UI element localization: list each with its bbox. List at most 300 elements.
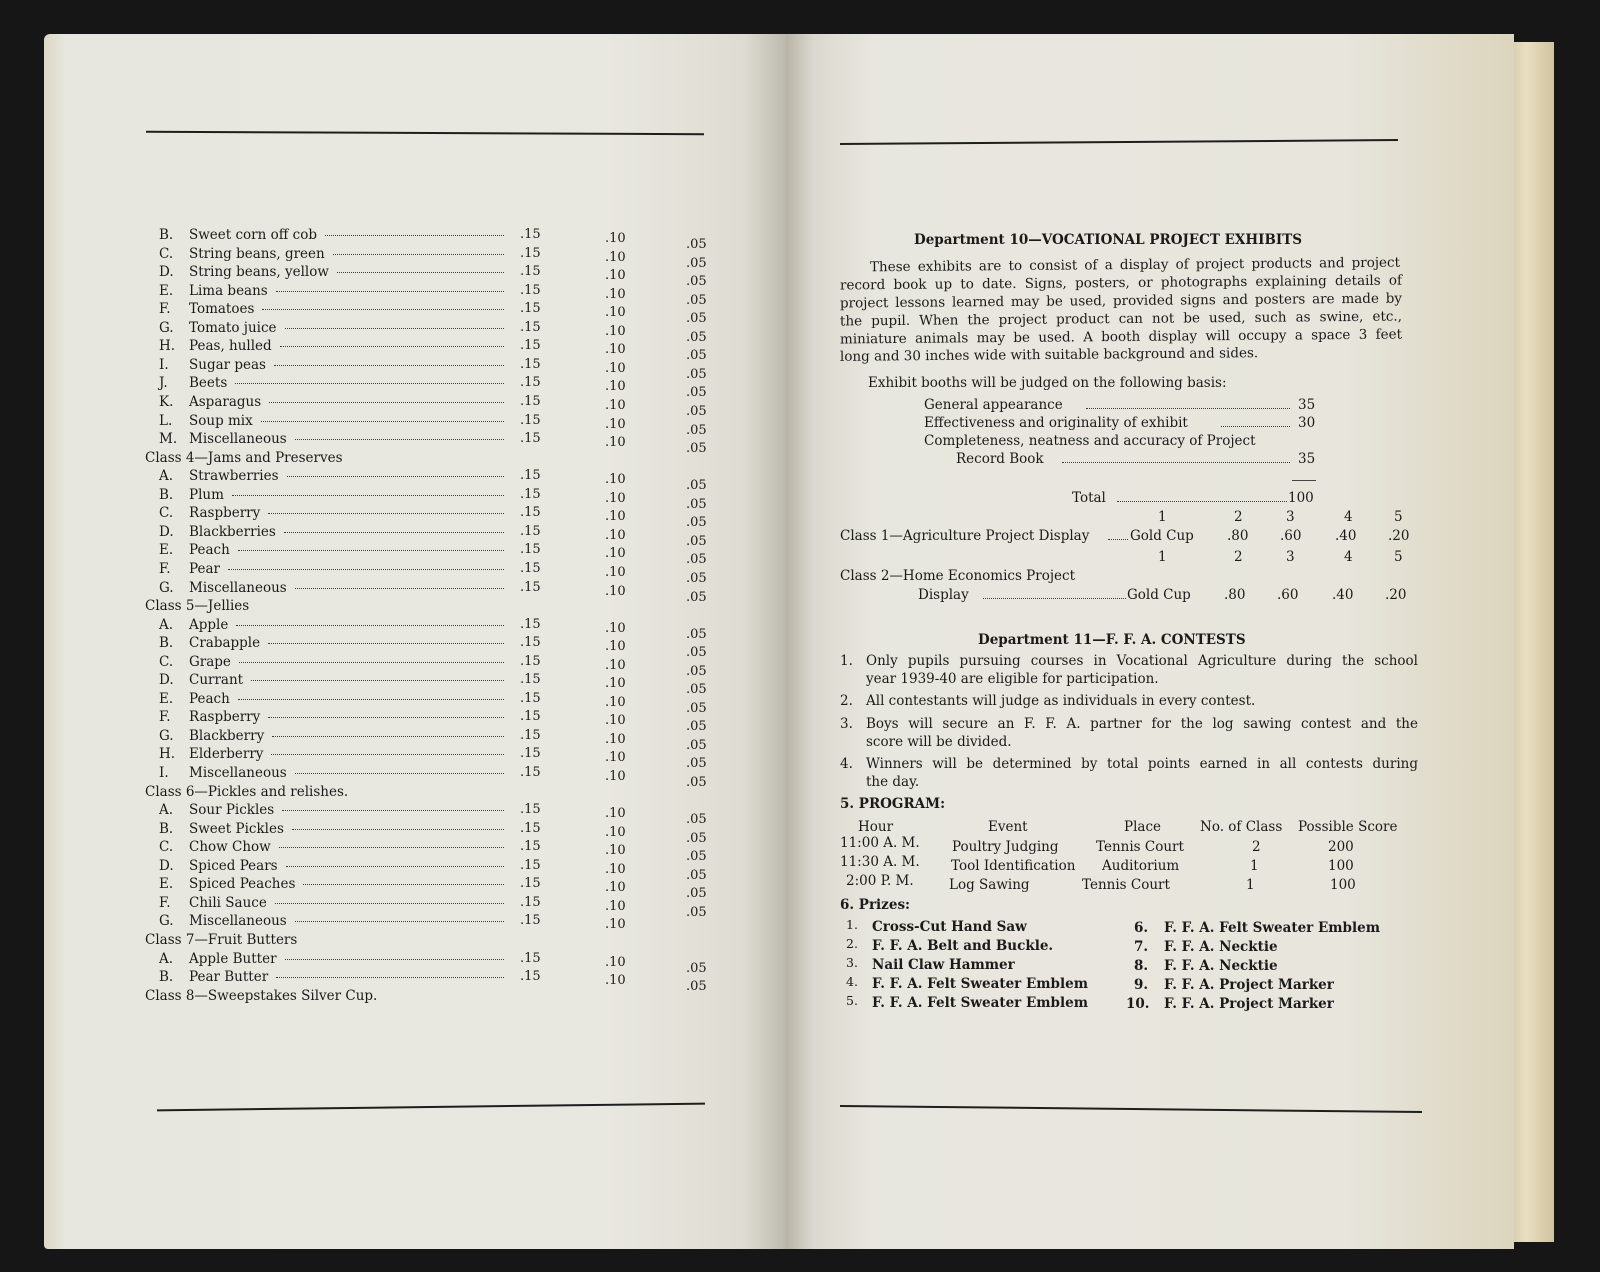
item-label bbox=[159, 504, 260, 522]
second-prize: .10 bbox=[605, 750, 626, 766]
class1-prize: .20 bbox=[1388, 528, 1410, 544]
list-item bbox=[44, 263, 786, 290]
list-item bbox=[44, 616, 786, 642]
item-letter: D. bbox=[159, 672, 174, 689]
list-item bbox=[44, 486, 786, 512]
prize-name: F. F. A. Necktie bbox=[1164, 939, 1278, 955]
first-prize: .15 bbox=[520, 727, 541, 743]
dot-leader bbox=[261, 421, 504, 422]
rule-text: score will be divided. bbox=[866, 734, 1012, 750]
second-prize: .10 bbox=[605, 824, 626, 840]
dot-leader bbox=[274, 365, 504, 366]
second-prize: .10 bbox=[605, 806, 626, 822]
third-prize: .05 bbox=[686, 886, 707, 902]
third-prize: .05 bbox=[686, 311, 707, 327]
rule-text: Boys will secure an F. F. A. partner for the log sawing contest and the bbox=[866, 716, 1418, 732]
first-prize: .15 bbox=[520, 857, 541, 873]
total-underline bbox=[1292, 480, 1316, 481]
page-stack-edge bbox=[1514, 42, 1554, 1242]
place-header: 5 bbox=[1394, 509, 1403, 525]
dot-leader bbox=[286, 866, 504, 867]
class-name: Class 4—Jams and Preserves bbox=[145, 449, 343, 466]
first-prize: .15 bbox=[520, 338, 541, 354]
item-letter: E. bbox=[159, 690, 174, 707]
prize-number: 5. bbox=[846, 993, 858, 1008]
first-prize: .15 bbox=[520, 950, 541, 966]
second-prize: .10 bbox=[605, 713, 626, 729]
first-prize: .15 bbox=[520, 839, 541, 855]
item-label bbox=[159, 634, 260, 652]
item-name: String beans, yellow bbox=[189, 264, 329, 281]
prize-number: 7. bbox=[1134, 939, 1149, 955]
dot-leader bbox=[235, 383, 504, 384]
first-prize: .15 bbox=[520, 894, 541, 910]
prize-number: 3. bbox=[846, 955, 858, 970]
item-name: Raspberry bbox=[189, 505, 261, 522]
basis-points: 35 bbox=[1298, 397, 1316, 413]
second-prize: .10 bbox=[605, 360, 626, 376]
third-prize: .05 bbox=[686, 496, 707, 512]
total-value: 100 bbox=[1288, 490, 1314, 506]
place-header: 4 bbox=[1344, 509, 1353, 525]
first-prize: .15 bbox=[520, 542, 541, 558]
bottom-rule bbox=[840, 1105, 1422, 1113]
list-item bbox=[44, 875, 786, 902]
item-label bbox=[159, 430, 287, 448]
second-prize: .10 bbox=[605, 472, 626, 488]
item-name: Sweet corn off cob bbox=[189, 227, 317, 243]
second-prize: .10 bbox=[605, 435, 626, 451]
third-prize: .05 bbox=[686, 292, 707, 308]
item-label bbox=[159, 708, 260, 726]
dot-leader bbox=[268, 513, 504, 514]
class2-prize: .40 bbox=[1332, 587, 1354, 603]
item-name: Raspberry bbox=[189, 709, 261, 726]
item-name: Apple Butter bbox=[189, 950, 277, 967]
list-item bbox=[44, 374, 786, 401]
item-letter: D. bbox=[159, 523, 174, 540]
prizes-label: 6. Prizes: bbox=[840, 897, 911, 913]
list-item bbox=[44, 838, 786, 865]
description-line: miniature animals may be used. A booth display will occupy a space 3 feet bbox=[839, 326, 1403, 348]
dot-leader bbox=[284, 532, 504, 533]
basis-points: 30 bbox=[1298, 415, 1316, 431]
second-prize: .10 bbox=[605, 305, 626, 321]
list-item bbox=[44, 412, 786, 438]
third-prize: .05 bbox=[686, 441, 707, 457]
third-prize: .05 bbox=[686, 626, 707, 642]
item-name: Miscellaneous bbox=[189, 431, 287, 448]
third-prize: .05 bbox=[686, 960, 707, 976]
item-letter: C. bbox=[159, 245, 174, 262]
item-name: Soup mix bbox=[189, 412, 253, 429]
description-line: long and 30 inches wide with suitable background and sides. bbox=[839, 345, 1259, 365]
third-prize: .05 bbox=[686, 830, 707, 846]
dot-leader bbox=[1086, 408, 1290, 409]
first-prize: .15 bbox=[520, 431, 541, 447]
basis-label: Record Book bbox=[956, 451, 1044, 467]
top-rule bbox=[840, 139, 1398, 145]
prize-number: 10. bbox=[1126, 996, 1150, 1012]
item-label bbox=[159, 820, 284, 838]
program-place: Tennis Court bbox=[1082, 877, 1170, 893]
list-item bbox=[44, 745, 786, 772]
first-prize: .15 bbox=[520, 412, 541, 428]
third-prize: .05 bbox=[686, 645, 707, 661]
dot-leader bbox=[325, 235, 504, 236]
first-prize: .15 bbox=[520, 616, 541, 632]
item-label bbox=[159, 374, 227, 392]
second-prize: .10 bbox=[605, 861, 626, 877]
dot-leader bbox=[251, 680, 504, 681]
item-name: Blackberries bbox=[189, 523, 276, 540]
second-prize: .10 bbox=[605, 546, 626, 562]
item-name: Chili Sauce bbox=[189, 894, 267, 911]
prize-number: 9. bbox=[1134, 977, 1149, 993]
item-label bbox=[159, 727, 264, 745]
class-name: Class 5—Jellies bbox=[145, 598, 250, 614]
class1-label: Class 1—Agriculture Project Display bbox=[840, 528, 1090, 544]
item-letter: G. bbox=[159, 319, 174, 336]
program-num-class: 1 bbox=[1250, 858, 1259, 874]
dot-leader bbox=[285, 328, 504, 329]
list-item bbox=[44, 894, 786, 920]
dept10-title: Department 10—VOCATIONAL PROJECT EXHIBITS bbox=[914, 232, 1302, 248]
description-line: the pupil. When the project product can not be used, such as swine, etc., bbox=[839, 308, 1403, 330]
item-label bbox=[159, 523, 276, 541]
class1-prize: Gold Cup bbox=[1130, 528, 1194, 544]
list-item bbox=[44, 912, 786, 933]
prize-number: 8. bbox=[1134, 958, 1149, 974]
dot-leader bbox=[268, 643, 504, 644]
first-prize: .15 bbox=[520, 709, 541, 725]
item-name: Sugar peas bbox=[189, 356, 266, 373]
class2-label: Display bbox=[918, 587, 969, 603]
program-header-score: Possible Score bbox=[1298, 819, 1398, 835]
list-item bbox=[44, 690, 786, 716]
item-label bbox=[159, 912, 287, 930]
item-letter: C. bbox=[159, 653, 174, 670]
first-prize: .15 bbox=[520, 282, 541, 298]
total-label: Total bbox=[1072, 490, 1106, 506]
item-label bbox=[159, 282, 268, 300]
list-item bbox=[44, 708, 786, 735]
class-heading bbox=[44, 597, 786, 615]
dot-leader bbox=[295, 773, 504, 774]
program-header-place: Place bbox=[1124, 819, 1161, 835]
program-score: 200 bbox=[1328, 839, 1354, 855]
item-label bbox=[159, 745, 263, 763]
prize-number: 1. bbox=[846, 917, 858, 932]
third-prize: .05 bbox=[686, 385, 707, 401]
second-prize: .10 bbox=[605, 416, 626, 432]
item-label bbox=[159, 319, 277, 337]
item-label bbox=[159, 337, 272, 355]
program-score: 100 bbox=[1328, 858, 1354, 874]
list-item bbox=[44, 504, 786, 531]
item-label bbox=[159, 838, 271, 856]
class2-prize: .60 bbox=[1277, 587, 1299, 603]
item-label bbox=[159, 467, 279, 485]
first-prize: .15 bbox=[520, 245, 541, 261]
basis-intro: Exhibit booths will be judged on the following basis: bbox=[868, 375, 1227, 391]
first-prize: .15 bbox=[520, 579, 541, 595]
list-item bbox=[44, 356, 786, 382]
second-prize: .10 bbox=[605, 620, 626, 636]
item-label bbox=[159, 356, 266, 374]
place-header: 1 bbox=[1158, 509, 1167, 525]
item-name: Peas, hulled bbox=[189, 338, 272, 355]
prize-name: F. F. A. Necktie bbox=[1164, 958, 1278, 974]
third-prize: .05 bbox=[686, 570, 707, 586]
prize-name: F. F. A. Felt Sweater Emblem bbox=[872, 995, 1088, 1011]
place-header: 3 bbox=[1286, 509, 1295, 525]
item-name: Miscellaneous bbox=[189, 765, 287, 781]
third-prize: .05 bbox=[686, 904, 707, 920]
item-name: Strawberries bbox=[189, 468, 279, 485]
second-prize: .10 bbox=[605, 286, 626, 302]
list-item bbox=[44, 727, 786, 753]
second-prize: .10 bbox=[605, 231, 626, 246]
first-prize: .15 bbox=[520, 969, 541, 984]
place-header: 2 bbox=[1234, 549, 1243, 565]
third-prize: .05 bbox=[686, 274, 707, 290]
first-prize: .15 bbox=[520, 690, 541, 706]
program-num-class: 2 bbox=[1252, 839, 1261, 855]
top-rule bbox=[146, 131, 704, 135]
place-header: 5 bbox=[1394, 549, 1403, 565]
item-label bbox=[159, 764, 287, 782]
item-letter: A. bbox=[159, 802, 174, 819]
item-letter: E. bbox=[159, 876, 174, 893]
third-prize: .05 bbox=[686, 849, 707, 865]
first-prize: .15 bbox=[520, 820, 541, 836]
item-letter: A. bbox=[159, 616, 174, 633]
list-item bbox=[44, 857, 786, 883]
dot-leader bbox=[276, 291, 504, 292]
second-prize: .10 bbox=[605, 323, 626, 339]
dot-leader bbox=[292, 829, 504, 830]
third-prize: .05 bbox=[686, 404, 707, 419]
dot-leader bbox=[280, 346, 504, 347]
item-letter: K. bbox=[159, 394, 174, 410]
rule-text: the day. bbox=[866, 774, 920, 790]
item-label bbox=[159, 486, 224, 504]
item-letter: E. bbox=[159, 542, 174, 559]
second-prize: .10 bbox=[605, 379, 626, 395]
item-letter: F. bbox=[159, 894, 171, 911]
item-label bbox=[159, 226, 317, 244]
second-prize: .10 bbox=[605, 398, 626, 413]
dot-leader bbox=[287, 476, 504, 477]
class2-prize: Gold Cup bbox=[1127, 587, 1191, 603]
second-prize: .10 bbox=[605, 843, 626, 859]
rule-text: All contestants will judge as individuals in every contest. bbox=[866, 693, 1256, 709]
first-prize: .15 bbox=[520, 765, 541, 780]
third-prize: .05 bbox=[686, 663, 707, 679]
list-item bbox=[44, 820, 786, 846]
third-prize: .05 bbox=[686, 812, 707, 828]
second-prize: .10 bbox=[605, 527, 626, 543]
first-prize: .15 bbox=[520, 227, 541, 242]
prize-number: 4. bbox=[846, 974, 858, 989]
third-prize: .05 bbox=[686, 700, 707, 716]
program-hour: 11:00 A. M. bbox=[840, 835, 920, 851]
dot-leader bbox=[262, 309, 504, 310]
third-prize: .05 bbox=[686, 348, 707, 364]
dot-leader bbox=[1062, 462, 1290, 463]
item-name: Blackberry bbox=[189, 727, 265, 744]
basis-label: Completeness, neatness and accuracy of Project bbox=[924, 433, 1256, 449]
item-letter: M. bbox=[159, 431, 178, 448]
second-prize: .10 bbox=[605, 342, 626, 358]
third-prize: .05 bbox=[686, 255, 707, 271]
second-prize: .10 bbox=[605, 898, 626, 914]
program-event: Poultry Judging bbox=[952, 839, 1059, 855]
prize-name: F. F. A. Project Marker bbox=[1164, 996, 1334, 1012]
basis-label: General appearance bbox=[924, 397, 1063, 413]
item-label bbox=[159, 653, 231, 671]
list-item bbox=[44, 226, 786, 252]
item-letter: H. bbox=[159, 746, 176, 763]
class1-prize: .80 bbox=[1227, 528, 1249, 544]
program-label: 5. PROGRAM: bbox=[840, 796, 946, 812]
list-item bbox=[44, 579, 786, 605]
dot-leader bbox=[228, 569, 504, 570]
place-header: 2 bbox=[1234, 509, 1243, 525]
item-name: Plum bbox=[189, 486, 224, 503]
second-prize: .10 bbox=[605, 509, 626, 525]
second-prize: .10 bbox=[605, 639, 626, 655]
first-prize: .15 bbox=[520, 876, 541, 892]
rule-number: 3. bbox=[840, 716, 853, 732]
prize-name: F. F. A. Project Marker bbox=[1164, 977, 1334, 993]
item-letter: B. bbox=[159, 227, 174, 243]
item-letter: B. bbox=[159, 486, 174, 503]
third-prize: .05 bbox=[686, 589, 707, 605]
dot-leader bbox=[285, 959, 504, 960]
item-label bbox=[159, 950, 277, 968]
item-label bbox=[159, 968, 268, 986]
item-label bbox=[159, 300, 254, 318]
dot-leader bbox=[337, 272, 504, 273]
third-prize: .05 bbox=[686, 756, 707, 772]
item-letter: B. bbox=[159, 969, 174, 985]
dot-leader bbox=[279, 847, 504, 848]
dot-leader bbox=[282, 810, 504, 811]
program-num-class: 1 bbox=[1246, 877, 1255, 893]
item-name: Sour Pickles bbox=[189, 802, 275, 819]
item-letter: H. bbox=[159, 338, 176, 355]
class2-prize: .80 bbox=[1224, 587, 1246, 603]
dot-leader bbox=[239, 662, 504, 663]
second-prize: .10 bbox=[605, 564, 626, 580]
item-label bbox=[159, 579, 287, 597]
third-prize: .05 bbox=[686, 979, 707, 994]
prize-name: Cross-Cut Hand Saw bbox=[872, 919, 1027, 935]
list-item bbox=[44, 523, 786, 549]
third-prize: .05 bbox=[686, 552, 707, 568]
place-header: 1 bbox=[1158, 549, 1167, 565]
prize-name: Nail Claw Hammer bbox=[872, 957, 1015, 973]
item-letter: J. bbox=[159, 375, 168, 392]
second-prize: .10 bbox=[605, 769, 626, 784]
dot-leader bbox=[232, 495, 504, 496]
item-label bbox=[159, 671, 243, 689]
list-item bbox=[44, 968, 786, 994]
item-name: Asparagus bbox=[189, 394, 262, 410]
dot-leader bbox=[333, 254, 504, 255]
second-prize: .10 bbox=[605, 490, 626, 506]
item-letter: E. bbox=[159, 282, 174, 299]
dot-leader bbox=[275, 903, 504, 904]
item-name: Tomatoes bbox=[189, 301, 255, 318]
item-letter: D. bbox=[159, 264, 174, 281]
item-name: Pear Butter bbox=[189, 969, 269, 985]
description-line: These exhibits are to consist of a display of project products and project bbox=[869, 254, 1401, 276]
item-letter: I. bbox=[159, 765, 169, 781]
program-header-event: Event bbox=[988, 819, 1028, 835]
item-label bbox=[159, 690, 230, 708]
rule-text: Winners will be determined by total points earned in all contests during bbox=[866, 756, 1418, 772]
item-name: Apple bbox=[189, 616, 229, 633]
item-letter: B. bbox=[159, 820, 174, 837]
program-hour: 2:00 P. M. bbox=[846, 873, 914, 889]
item-letter: D. bbox=[159, 857, 174, 874]
description-line: record book up to date. Signs, posters, or photographs explaining details of bbox=[839, 272, 1403, 294]
item-name: Sweet Pickles bbox=[189, 820, 284, 837]
item-name: Grape bbox=[189, 653, 231, 670]
first-prize: .15 bbox=[520, 375, 541, 391]
first-prize: .15 bbox=[520, 913, 541, 929]
dot-leader bbox=[276, 977, 504, 978]
item-letter: F. bbox=[159, 709, 171, 726]
first-prize: .15 bbox=[520, 394, 541, 409]
item-label bbox=[159, 560, 220, 578]
item-label bbox=[159, 616, 228, 634]
program-event: Log Sawing bbox=[949, 877, 1030, 893]
third-prize: .05 bbox=[686, 533, 707, 549]
list-item bbox=[44, 634, 786, 661]
item-letter: A. bbox=[159, 950, 174, 967]
item-name: Elderberry bbox=[189, 746, 264, 763]
first-prize: .15 bbox=[520, 635, 541, 651]
bottom-rule bbox=[157, 1103, 705, 1112]
list-item bbox=[44, 245, 786, 271]
item-name: Peach bbox=[189, 542, 230, 559]
second-prize: .10 bbox=[605, 731, 626, 747]
place-header: 4 bbox=[1344, 549, 1353, 565]
dot-leader bbox=[983, 598, 1126, 599]
class2-prize: .20 bbox=[1385, 587, 1407, 603]
third-prize: .05 bbox=[686, 329, 707, 345]
list-item bbox=[44, 950, 786, 976]
list-item bbox=[44, 393, 786, 419]
rule-number: 1. bbox=[840, 653, 853, 669]
item-name: Miscellaneous bbox=[189, 913, 287, 930]
third-prize: .05 bbox=[686, 366, 707, 382]
program-event: Tool Identification bbox=[951, 858, 1076, 874]
third-prize: .05 bbox=[686, 682, 707, 698]
class-name: Class 7—Fruit Butters bbox=[145, 931, 298, 948]
list-item bbox=[44, 430, 786, 457]
description-line: project lessons learned may be used, provided signs and posters are made by bbox=[839, 290, 1403, 312]
item-name: Currant bbox=[189, 672, 244, 689]
item-label bbox=[159, 393, 261, 411]
item-letter: B. bbox=[159, 635, 174, 652]
list-item bbox=[44, 300, 786, 327]
list-item bbox=[44, 801, 786, 828]
